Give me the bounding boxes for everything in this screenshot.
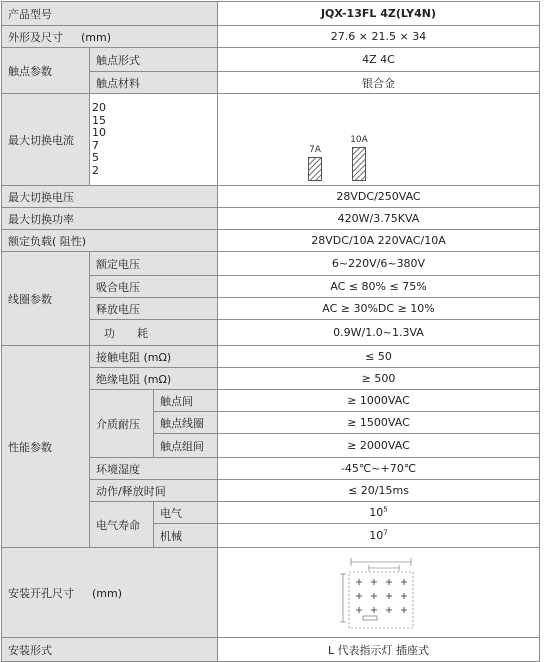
max-voltage-label: 最大切换电压 <box>2 186 218 208</box>
scale-tick: 5 <box>92 151 99 164</box>
max-current-scale-cell <box>90 94 218 186</box>
insulation-label: 绝缘电阻 (mΩ) <box>90 368 218 390</box>
model-value: JQX-13FL 4Z(LY4N) <box>218 2 540 26</box>
dielectric-groups-label: 触点组间 <box>154 434 218 458</box>
mounting-form-value: L 代表指示灯 插座式 <box>218 638 540 662</box>
mounting-form-label: 安装形式 <box>2 638 218 662</box>
current-scale <box>92 102 211 177</box>
contact-params-label: 触点参数 <box>2 48 90 94</box>
performance-params-label: 性能参数 <box>2 346 90 548</box>
model-label: 产品型号 <box>2 2 218 26</box>
row-contact-form <box>2 48 540 72</box>
mounting-hole-label-cell <box>2 548 218 638</box>
row-max-power <box>2 208 540 230</box>
coil-rated-voltage-value: 6~220V/6~380V <box>218 252 540 276</box>
contact-resistance-label: 接触电阻 (mΩ) <box>90 346 218 368</box>
dielectric-contact-coil-label: 触点线圈 <box>154 412 218 434</box>
row-max-current <box>2 94 540 186</box>
max-voltage-value: 28VDC/250VAC <box>218 186 540 208</box>
max-current-label: 最大切换电流 <box>2 94 90 186</box>
scale-tick: 7 <box>92 138 99 152</box>
dimensions-value: 27.6 × 21.5 × 34 <box>218 26 540 48</box>
life-mechanical-exponent: 7 <box>383 528 388 537</box>
current-bar <box>308 157 322 181</box>
row-dimensions <box>2 26 540 48</box>
rated-load-value: 28VDC/10A 220VAC/10A <box>218 230 540 252</box>
life-electrical-exponent: 5 <box>383 505 388 514</box>
life-electrical-value <box>218 502 540 524</box>
dimensions-label-cell <box>2 26 218 48</box>
life-electrical-base: 10 <box>369 506 384 519</box>
humidity-label: 环境湿度 <box>90 458 218 480</box>
coil-pickup-voltage-value: AC ≤ 80% ≤ 75% <box>218 276 540 298</box>
contact-form-label: 触点形式 <box>90 48 218 72</box>
spec-table <box>1 1 540 662</box>
current-bar <box>352 147 366 181</box>
mounting-hole-drawing-cell <box>218 548 540 638</box>
contact-resistance-value: ≤ 50 <box>218 346 540 368</box>
life-label: 电气寿命 <box>90 502 154 548</box>
max-power-value: 420W/3.75KVA <box>218 208 540 230</box>
dielectric-contacts-label: 触点间 <box>154 390 218 412</box>
contact-material-label: 触点材料 <box>90 72 218 94</box>
mounting-hole-drawing <box>329 552 429 634</box>
life-electrical-label: 电气 <box>154 502 218 524</box>
contact-material-value: 银合金 <box>218 72 540 94</box>
dimensions-label: 外形及尺寸 <box>8 30 63 44</box>
dielectric-contact-coil-value: ≥ 1500VAC <box>218 412 540 434</box>
coil-pickup-voltage-label: 吸合电压 <box>90 276 218 298</box>
dielectric-groups-value: ≥ 2000VAC <box>218 434 540 458</box>
scale-tick: 15 <box>92 113 106 127</box>
action-time-label: 动作/释放时间 <box>90 480 218 502</box>
scale-tick: 2 <box>92 163 99 177</box>
life-mechanical-base: 10 <box>369 529 384 542</box>
current-bar-chart <box>224 99 544 181</box>
row-model <box>2 2 540 26</box>
scale-tick: 10 <box>92 126 106 139</box>
humidity-value: -45℃~+70℃ <box>218 458 540 480</box>
rated-load-label: 额定负载( 阻性) <box>2 230 218 252</box>
current-bar-label: 10A <box>350 134 368 145</box>
life-mechanical-label: 机械 <box>154 524 218 548</box>
row-coil-rated-voltage <box>2 252 540 276</box>
coil-release-voltage-label: 释放电压 <box>90 298 218 320</box>
row-rated-load <box>2 230 540 252</box>
mounting-hole-unit: (mm) <box>92 586 123 600</box>
row-mounting-form <box>2 638 540 662</box>
dielectric-label: 介质耐压 <box>90 390 154 458</box>
life-mechanical-value <box>218 524 540 548</box>
coil-release-voltage-value: AC ≥ 30%DC ≥ 10% <box>218 298 540 320</box>
mounting-hole-label: 安装开孔尺寸 <box>8 586 74 600</box>
current-bar-label: 7A <box>309 144 321 155</box>
insulation-value: ≥ 500 <box>218 368 540 390</box>
action-time-value: ≤ 20/15ms <box>218 480 540 502</box>
max-power-label: 最大切换功率 <box>2 208 218 230</box>
max-current-chart-cell <box>218 94 540 186</box>
coil-power-label: 功 耗 <box>90 320 218 346</box>
coil-power-value: 0.9W/1.0~1.3VA <box>218 320 540 346</box>
scale-tick: 20 <box>92 101 106 114</box>
coil-rated-voltage-label: 额定电压 <box>90 252 218 276</box>
contact-form-value: 4Z 4C <box>218 48 540 72</box>
dielectric-contacts-value: ≥ 1000VAC <box>218 390 540 412</box>
coil-params-label: 线圈参数 <box>2 252 90 346</box>
dimensions-unit: (mm) <box>81 30 112 44</box>
row-mounting-hole <box>2 548 540 638</box>
mounting-hole-diagram-icon <box>329 552 429 634</box>
row-contact-resistance <box>2 346 540 368</box>
row-max-voltage <box>2 186 540 208</box>
